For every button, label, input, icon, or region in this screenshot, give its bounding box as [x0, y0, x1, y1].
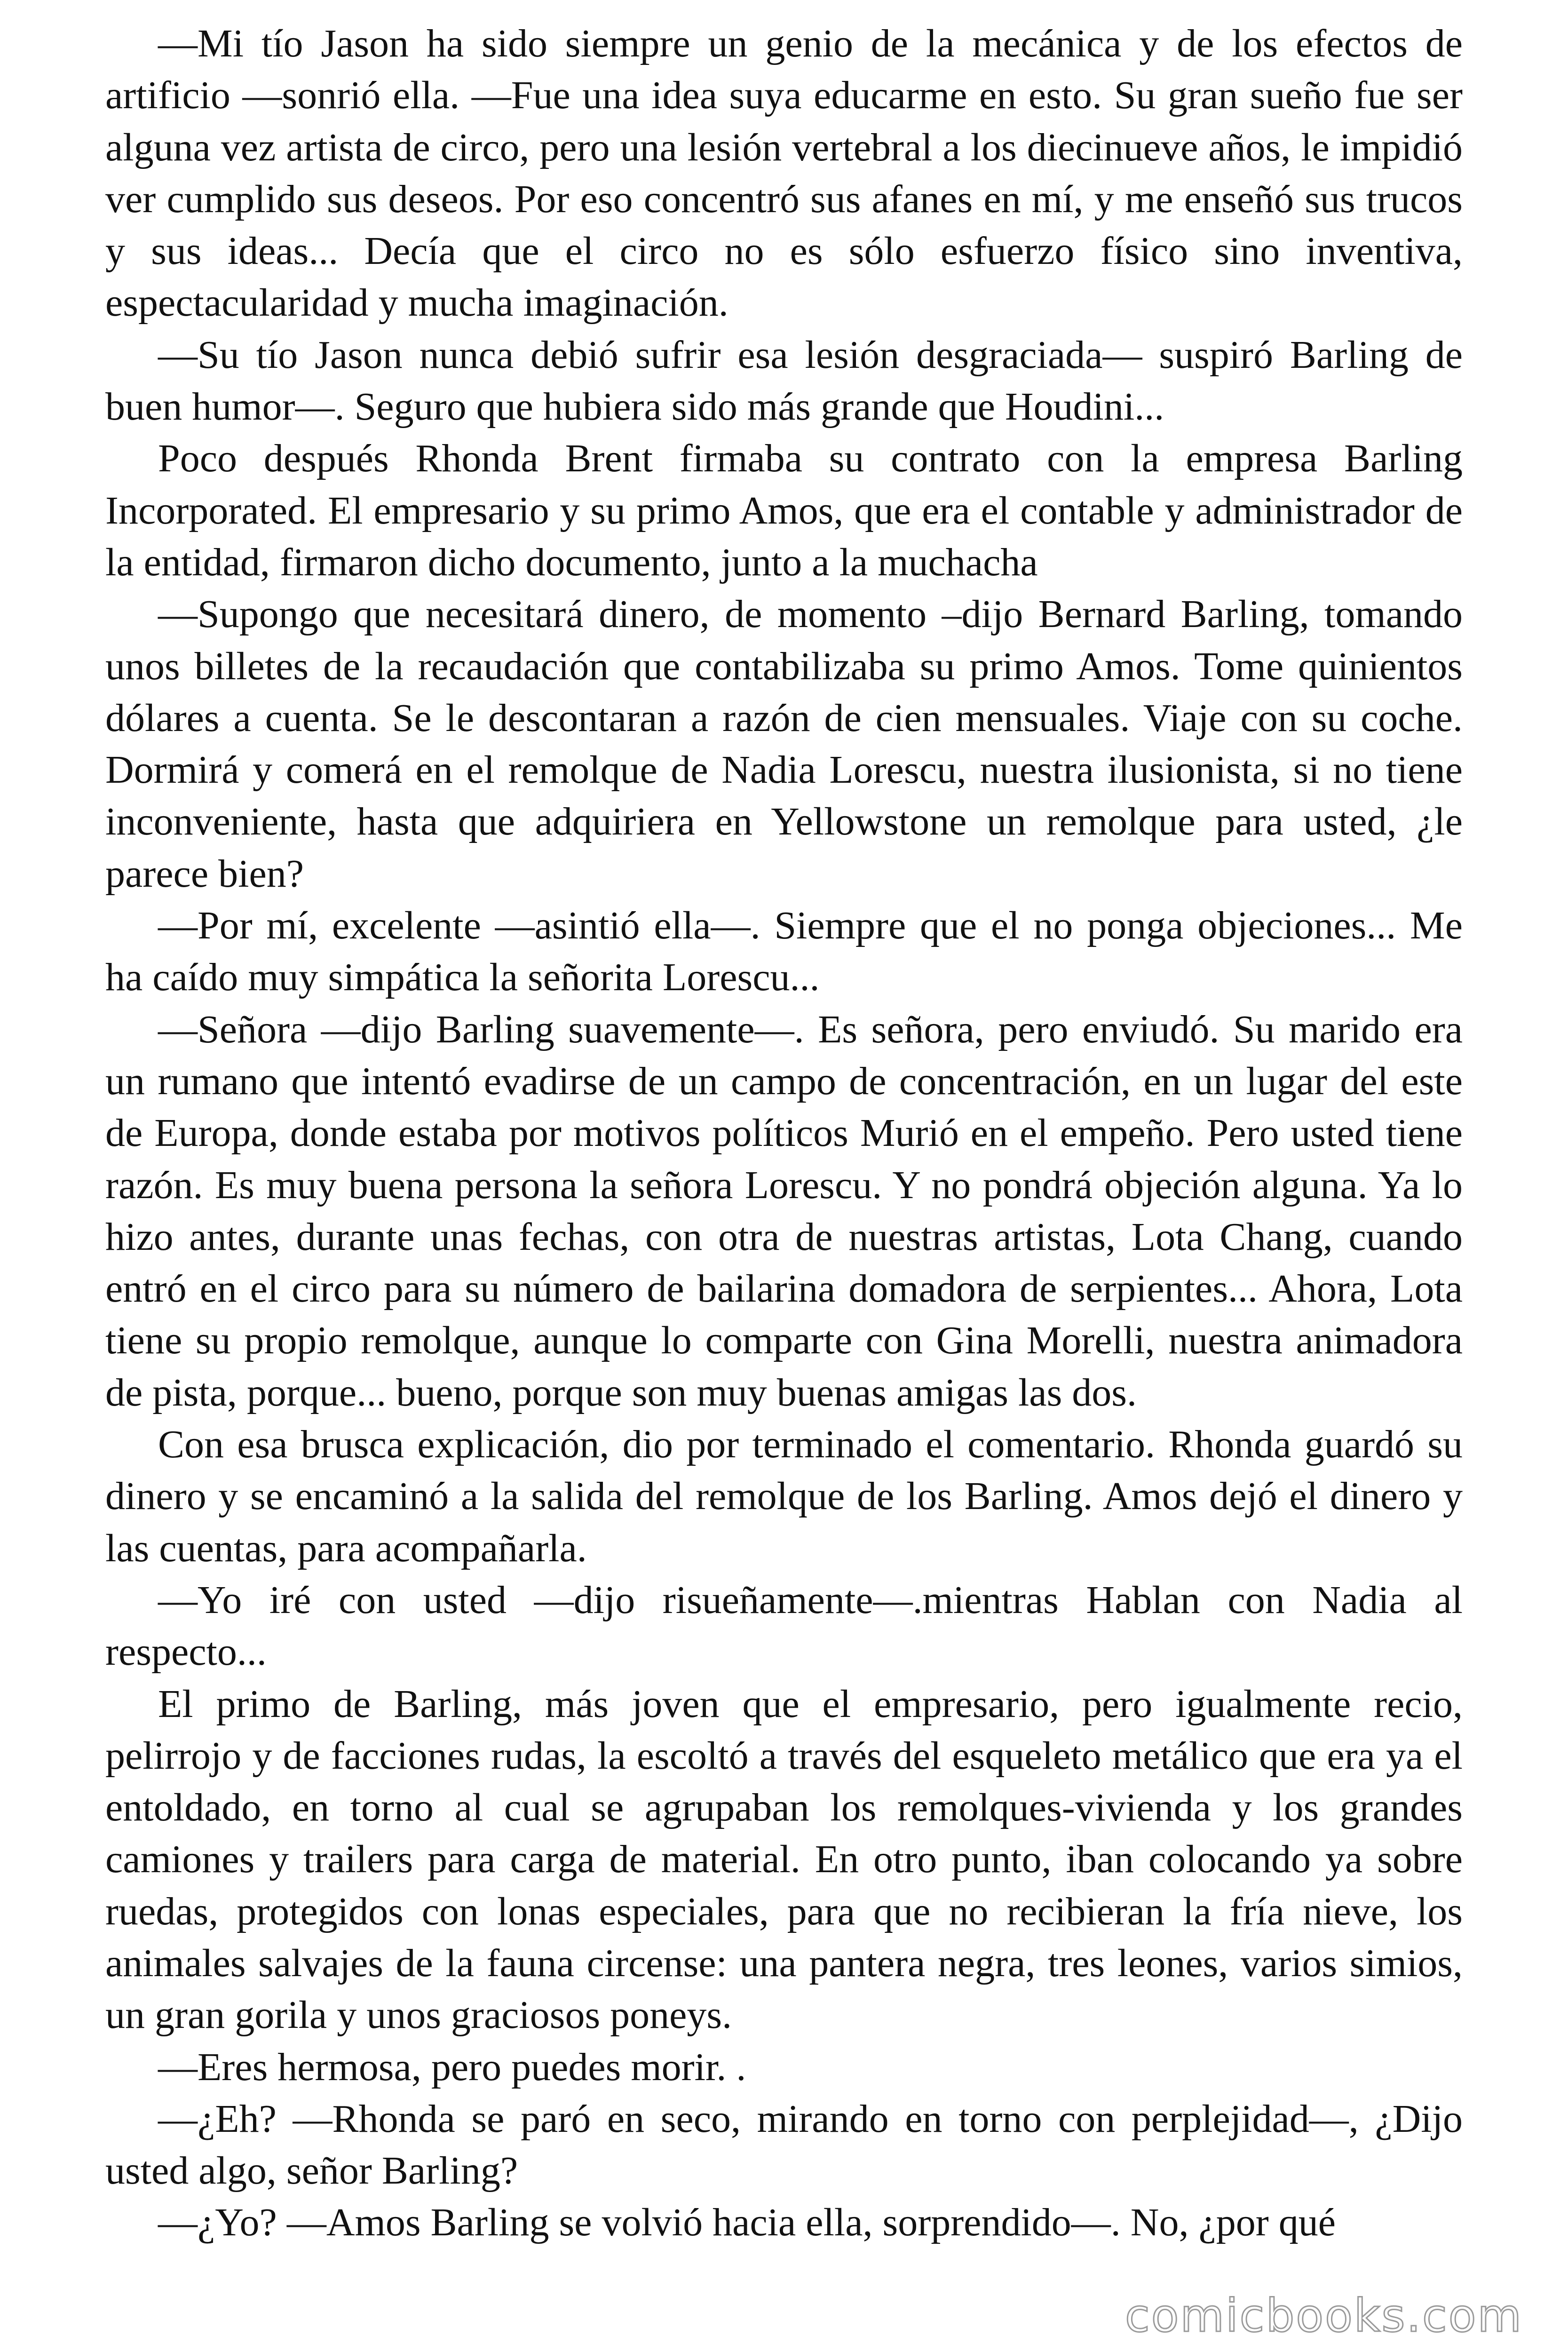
paragraph: —Señora —dijo Barling suavemente—. Es señora, pero enviudó. Su marido era un rumano que intentó evadirse de un campo de concentración, en un lugar del este de Europa, donde estaba por motivos políticos Murió en el empeño. Pero usted tiene razón. Es muy buena persona la señora Lorescu. Y no pondrá objeción alguna. Ya lo hizo antes, durante unas fechas, con otra de nuestras artistas, Lota Chang, cuando entró en el circo para su número de bailarina domadora de serpientes... Ahora, Lota tiene su propio remolque, aunque lo comparte con Gina Morelli, nuestra animadora de pista, porque... bueno, porque son muy buenas amigas las dos. — [105, 1007, 1463, 1414]
paragraph: —Yo iré con usted —dijo risueñamente—.mientras Hablan con Nadia al respecto... — [105, 1578, 1463, 1674]
paragraph: —Su tío Jason nunca debió sufrir esa lesión desgraciada— suspiró Barling de buen humor—. Seguro que hubiera sido más grande que Houdini... — [105, 333, 1463, 429]
paragraph: —Eres hermosa, pero puedes morir. . — [158, 2045, 746, 2089]
paragraph: —Supongo que necesitará dinero, de momento –dijo Bernard Barling, tomando unos billetes de la recaudación que contabilizaba su primo Amos. Tome quinientos dólares a cuenta. Se le descontaran a razón de cien mensuales. Viaje con su coche. Dormirá y comerá en el remolque de Nadia Lorescu, nuestra ilusionista, si no tiene inconveniente, hasta que adquiriera en Yellowstone un remolque para usted, ¿le parece bien? — [105, 592, 1463, 896]
watermark: comicbooks.com — [1125, 2289, 1523, 2342]
paragraph: Poco después Rhonda Brent firmaba su contrato con la empresa Barling Incorporated. El empresario y su primo Amos, que era el contable y administrador de la entidad, firmaron dicho documento, junto a la muchacha — [105, 437, 1463, 584]
paragraph: —Mi tío Jason ha sido siempre un genio de la mecánica y de los efectos de artificio —sonrió ella. —Fue una idea suya educarme en esto. Su gran sueño fue ser alguna vez artista de circo, pero una lesión vertebral a los diecinueve años, le impidió ver cumplido sus deseos. Por eso concentró sus afanes en mí, y me enseñó sus trucos y sus ideas... Decía que el circo no es sólo esfuerzo físico sino inventiva, espectacularidad y mucha imaginación. — [105, 22, 1463, 325]
paragraph: El primo de Barling, más joven que el empresario, pero igualmente recio, pelirrojo y de facciones rudas, la escoltó a través del esqueleto metálico que era ya el entoldado, en torno al cual se agrupaban los remolques-vivienda y los grandes camiones y trailers para carga de material. En otro punto, iban colocando ya sobre ruedas, protegidos con lonas especiales, para que no recibieran la fría nieve, los animales salvajes de la fauna circense: una pantera negra, tres leones, varios simios, un gran gorila y unos graciosos poneys. — [105, 1682, 1463, 2037]
paragraph: —Por mí, excelente —asintió ella—. Siempre que el no ponga objeciones... Me ha caído muy simpática la señorita Lorescu... — [105, 904, 1463, 1000]
paragraph: —¿Eh? —Rhonda se paró en seco, mirando en torno con perplejidad—, ¿Dijo usted algo, señor Barling? — [105, 2097, 1463, 2193]
paragraph: Con esa brusca explicación, dio por terminado el comentario. Rhonda guardó su dinero y se encaminó a la salida del remolque de los Barling. Amos dejó el dinero y las cuentas, para acompañarla. — [105, 1422, 1463, 1570]
book-page-text — [105, 18, 1463, 2249]
paragraph: —¿Yo? —Amos Barling se volvió hacia ella, sorprendido—. No, ¿por qué — [158, 2201, 1336, 2245]
